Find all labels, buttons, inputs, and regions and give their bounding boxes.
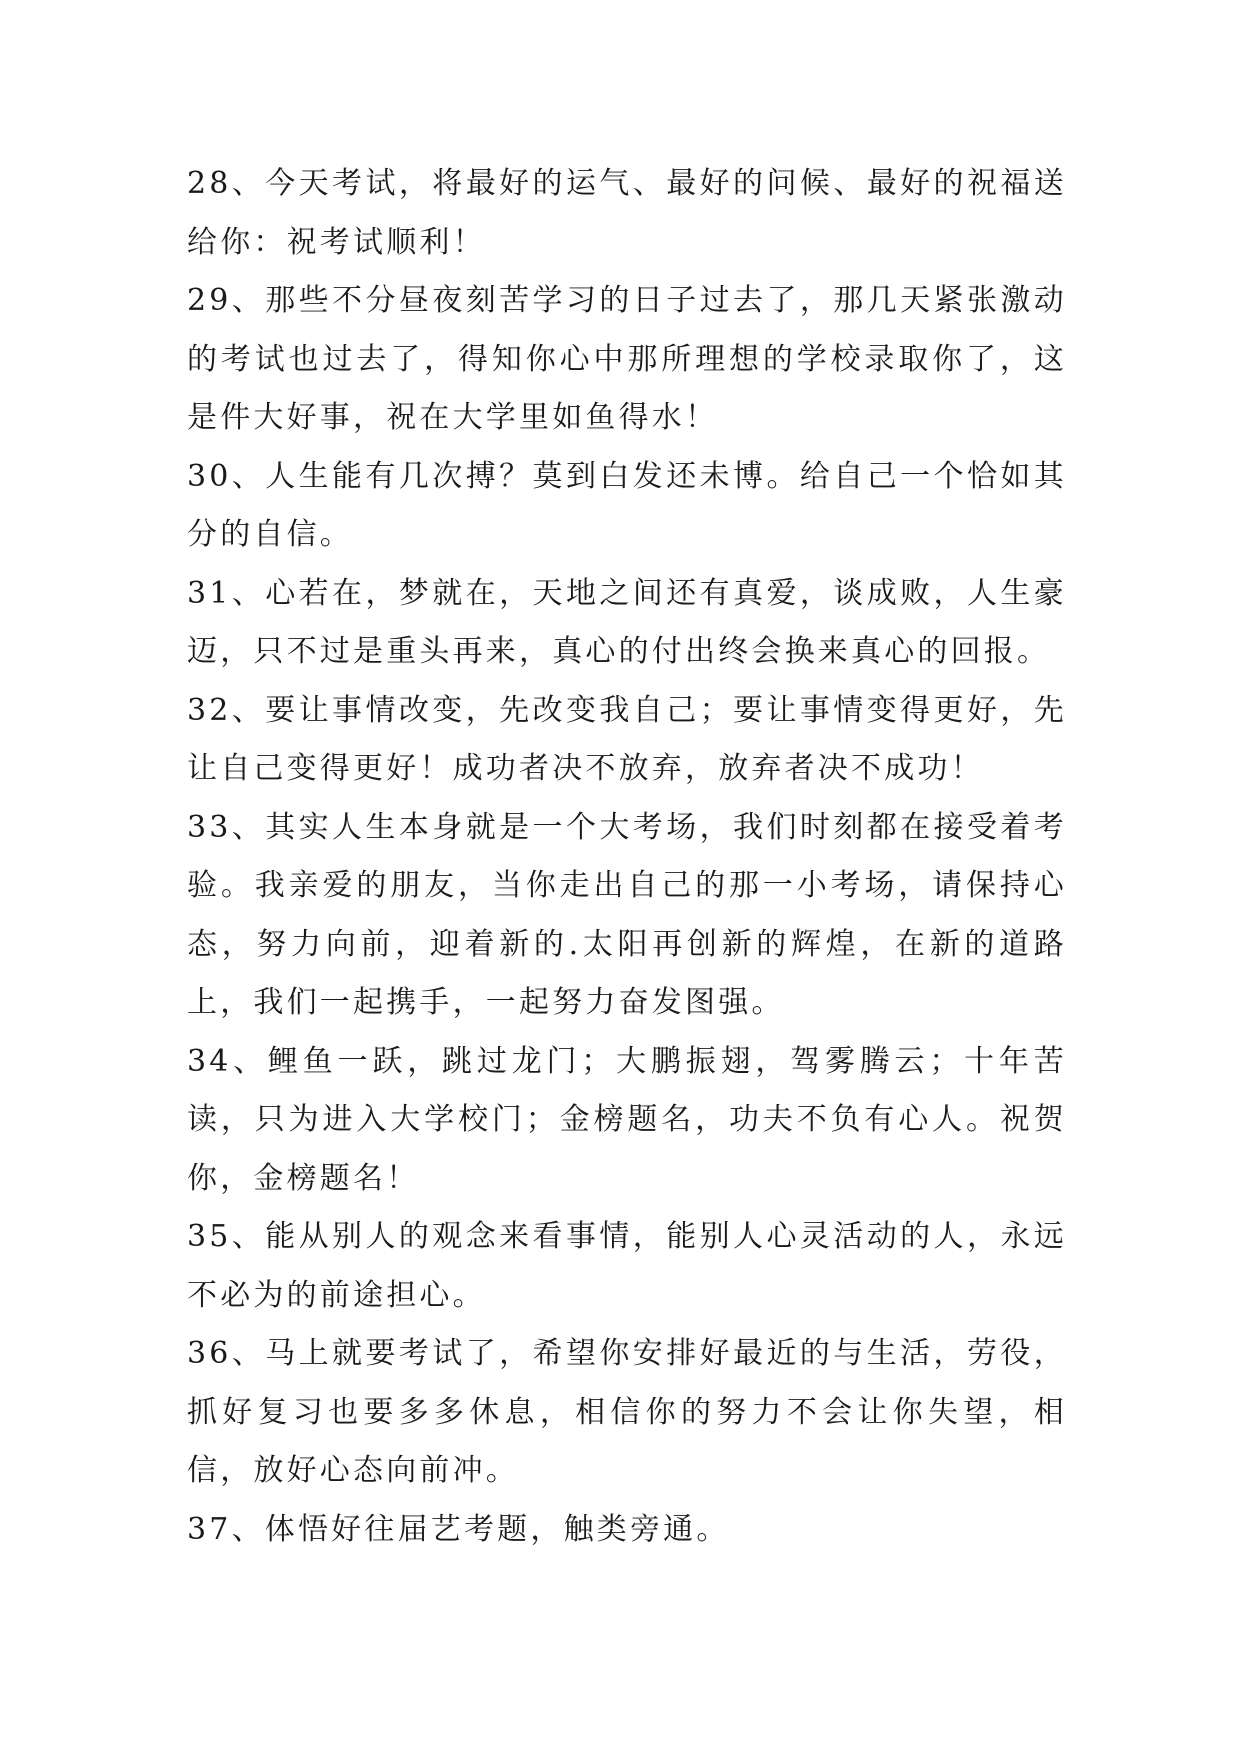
document-body — [187, 155, 1067, 1559]
paragraph-30: 30、人生能有几次搏？莫到白发还未博。给自己一个恰如其分的自信。 — [187, 458, 1067, 552]
paragraph-34: 34、鲤鱼一跃，跳过龙门；大鹏振翅，驾雾腾云；十年苦读，只为进入大学校门；金榜题名，功夫不负有心人。祝贺你，金榜题名！ — [187, 1043, 1067, 1196]
paragraph-31: 31、心若在，梦就在，天地之间还有真爱，谈成败，人生豪迈，只不过是重头再来，真心的付出终会换来真心的回报。 — [187, 575, 1067, 669]
paragraph-37: 37、体悟好往届艺考题，触类旁通。 — [187, 1511, 730, 1547]
paragraph-33: 33、其实人生本身就是一个大考场，我们时刻都在接受着考验。我亲爱的朋友，当你走出自己的那一小考场，请保持心态，努力向前，迎着新的.太阳再创新的辉煌，在新的道路上，我们一起携手，一起努力奋发图强。 — [187, 809, 1067, 1020]
paragraph-29: 29、那些不分昼夜刻苦学习的日子过去了，那几天紧张激动的考试也过去了，得知你心中那所理想的学校录取你了，这是件大好事，祝在大学里如鱼得水！ — [187, 283, 1067, 435]
paragraph-28: 28、今天考试，将最好的运气、最好的问候、最好的祝福送给你：祝考试顺利！ — [187, 166, 1067, 260]
paragraph-32: 32、要让事情改变，先改变我自己；要让事情变得更好，先让自己变得更好！成功者决不放弃，放弃者决不成功！ — [187, 692, 1067, 786]
paragraph-36: 36、马上就要考试了，希望你安排好最近的与生活，劳役，抓好复习也要多多休息，相信你的努力不会让你失望，相信，放好心态向前冲。 — [187, 1336, 1067, 1488]
paragraph-35: 35、能从别人的观念来看事情，能别人心灵活动的人，永远不必为的前途担心。 — [187, 1219, 1067, 1313]
